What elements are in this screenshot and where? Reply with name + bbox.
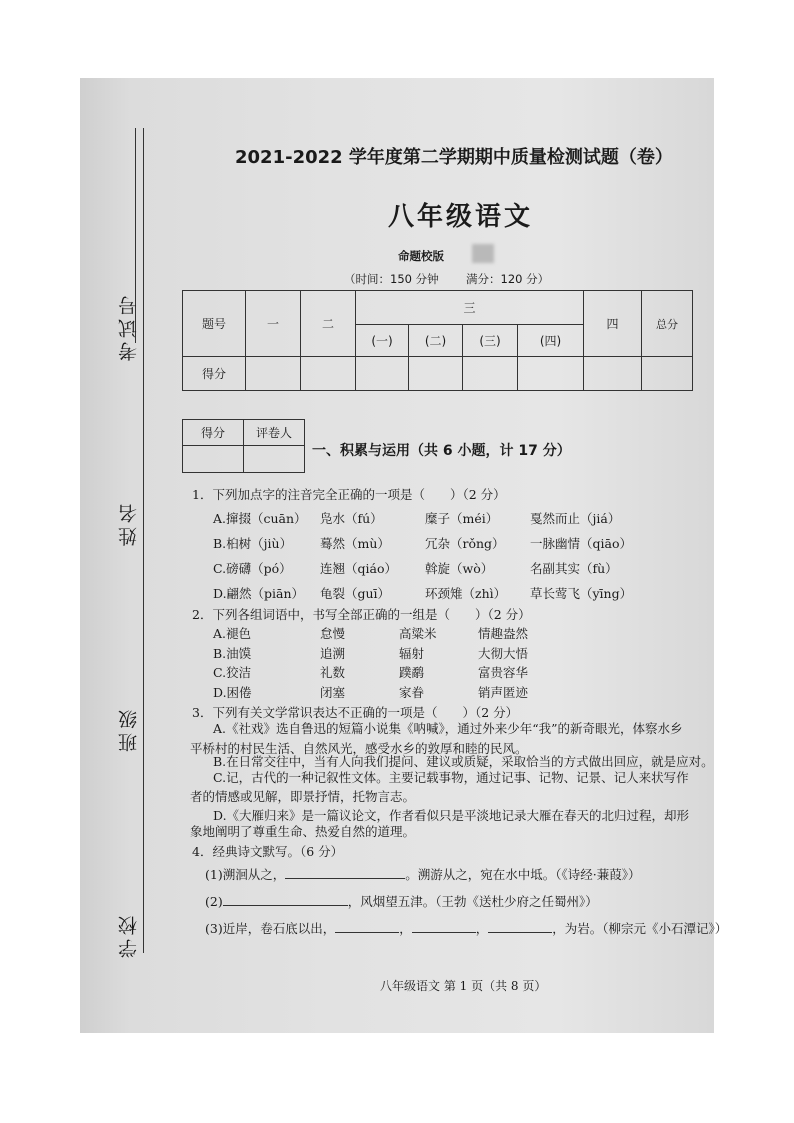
q3-option-d-line1: D.《大雁归来》是一篇议论文，作者看似只是平淡地记录大雁在春天的北归过程，却形	[213, 808, 690, 823]
q2-option-c-item-3: 蹼鹬	[399, 665, 425, 680]
q4-blank-2[interactable]	[223, 892, 348, 906]
q1-option-b-item-2: 蓦然（mù）	[320, 536, 390, 551]
binding-line	[143, 128, 144, 953]
row-label-cell: 题号	[183, 291, 246, 357]
q1-option-c-item-4: 名副其实（fù）	[530, 561, 618, 576]
q3-option-a-line2: 平桥村的村民生活、自然风光，感受水乡的敦厚和睦的民风。	[190, 741, 528, 756]
q1-option-d-item-3: 环颈雉（zhì）	[425, 586, 507, 601]
q1-option-a-item-1: A.撺掇（cuān）	[213, 511, 307, 526]
q2-option-a-item-3: 高粱米	[399, 626, 437, 641]
score-cell	[246, 357, 301, 391]
q4-blank-4[interactable]	[412, 919, 476, 933]
q3-option-c-line1: C.记，古代的一种记叙性文体。主要记载事物，通过记事、记物、记景、记人来状写作	[213, 770, 689, 785]
q3-option-a-line1: A.《社戏》选自鲁迅的短篇小说集《呐喊》，通过外来少年“我”的新奇眼光，体察水乡	[213, 721, 683, 736]
q2-option-d-item-2: 闭塞	[320, 684, 346, 700]
q2-option-c-item-4: 富贵容华	[478, 665, 529, 680]
sub-col-4: (四)	[518, 325, 584, 357]
q2-option-a-item-2: 怠慢	[320, 626, 346, 641]
q4-line-2	[205, 892, 598, 910]
grader-name-cell	[244, 446, 305, 473]
score-cell	[409, 357, 463, 391]
q1-option-c-item-2: 连翘（qiáo）	[320, 561, 397, 576]
q3-stem: 3．下列有关文学常识表达不正确的一项是（ ）（2 分）	[192, 705, 519, 720]
q2-option-b-item-3: 辐射	[399, 645, 425, 661]
redacted-mark	[472, 244, 494, 263]
q4-line-1-prefix: (1)溯洄从之，	[205, 867, 286, 882]
q1-option-d-item-4: 草长莺飞（yīng）	[530, 586, 633, 601]
q4-stem: 4．经典诗文默写。（6 分）	[192, 844, 344, 859]
score-table	[182, 290, 693, 391]
q1-option-a-item-4: 戛然而止（jiá）	[530, 511, 621, 526]
col-1: 一	[246, 291, 301, 357]
q1-stem: 1．下列加点字的注音完全正确的一项是（ ）（2 分）	[192, 487, 506, 502]
q1-option-b-item-1: B.桕树（jiù）	[213, 536, 293, 551]
q1-option-a-item-2: 凫水（fú）	[320, 511, 383, 526]
q4-line-1-suffix: 。溯游从之，宛在水中坻。（《诗经·蒹葭》）	[405, 867, 641, 882]
q4-comma-2: ，	[475, 921, 489, 936]
exam-subtitle: 八年级语文	[388, 202, 534, 232]
name-label: 姓名	[118, 500, 140, 546]
exam-no-label: 考试号	[118, 292, 140, 361]
score-cell	[518, 357, 584, 391]
score-cell	[301, 357, 356, 391]
col-4: 四	[584, 291, 642, 357]
q1-option-a-item-3: 糜子（méi）	[425, 511, 499, 526]
q1-option-b-item-4: 一脉幽情（qiāo）	[530, 536, 632, 551]
col-3: 三	[356, 291, 584, 325]
page-footer: 八年级语文 第 1 页（共 8 页）	[380, 979, 547, 993]
col-2: 二	[301, 291, 356, 357]
q1-option-c-item-1: C.磅礴（pó）	[213, 561, 292, 576]
q2-option-a-item-1: A.褪色	[213, 626, 252, 641]
score-info: 满分：120 分）	[466, 272, 550, 286]
time-info: （时间：150 分钟	[344, 272, 439, 286]
q4-line-1	[205, 865, 640, 883]
sub-col-2: (二)	[409, 325, 463, 357]
q2-option-d-item-3: 家眷	[399, 684, 425, 700]
q4-blank-3[interactable]	[335, 919, 399, 933]
q4-blank-1[interactable]	[285, 865, 405, 879]
school-version: 命题校版	[398, 249, 444, 263]
class-label: 班级	[118, 706, 140, 752]
score-cell	[584, 357, 642, 391]
score-cell	[463, 357, 518, 391]
q1-option-d-item-2: 龟裂（guī）	[320, 586, 391, 601]
grader-label: 评卷人	[244, 420, 305, 446]
score-cell	[642, 357, 693, 391]
q4-line-3-prefix: (3)近岸，卷石底以出，	[205, 921, 336, 936]
q2-stem: 2．下列各组词语中，书写全部正确的一组是（ ）（2 分）	[192, 607, 531, 622]
q2-option-c-item-1: C.狡洁	[213, 665, 252, 680]
q4-line-3-suffix: ，为岩。（柳宗元《小石潭记》）	[552, 921, 728, 936]
grader-score-label: 得分	[183, 420, 244, 446]
q2-option-c-item-2: 礼数	[320, 665, 346, 680]
q4-line-2-prefix: (2)	[205, 894, 223, 909]
q2-option-a-item-4: 情趣盎然	[478, 626, 529, 641]
total-col: 总分	[642, 291, 693, 357]
q3-option-b: B.在日常交往中，当有人向我们提问、建议或质疑，采取恰当的方式做出回应，就是应对。	[213, 754, 714, 769]
q4-comma-1: ，	[399, 921, 412, 936]
q4-blank-5[interactable]	[488, 919, 552, 933]
section-1-title: 一、积累与运用（共 6 小题，计 17 分）	[312, 443, 571, 459]
q4-line-2-suffix: ，风烟望五津。（王勃《送杜少府之任蜀州》）	[347, 894, 598, 909]
grader-score-cell	[183, 446, 244, 473]
q4-line-3	[205, 919, 727, 937]
q2-option-b-item-4: 大彻大悟	[478, 645, 529, 661]
school-label: 学校	[118, 912, 140, 958]
sub-col-3: (三)	[463, 325, 518, 357]
score-label-cell: 得分	[183, 357, 246, 391]
q2-option-b-item-1: B.油馍	[213, 645, 252, 661]
q2-option-d-item-1: D.困倦	[213, 684, 252, 700]
q3-option-c-line2: 者的情感或见解，即景抒情，托物言志。	[190, 789, 416, 804]
score-cell	[356, 357, 409, 391]
sub-col-1: (一)	[356, 325, 409, 357]
q2-option-d-item-4: 销声匿迹	[478, 684, 529, 700]
q1-option-c-item-3: 斡旋（wò）	[425, 561, 494, 576]
q1-option-b-item-3: 冗杂（rǒng）	[425, 536, 505, 551]
exam-title: 2021-2022 学年度第二学期期中质量检测试题（卷）	[235, 147, 673, 168]
q2-option-b-item-2: 追溯	[320, 645, 346, 661]
q1-option-d-item-1: D.翩然（piān）	[213, 586, 305, 601]
q3-option-d-line2: 象地阐明了尊重生命、热爱自然的道理。	[190, 824, 416, 839]
grader-table	[182, 419, 305, 473]
